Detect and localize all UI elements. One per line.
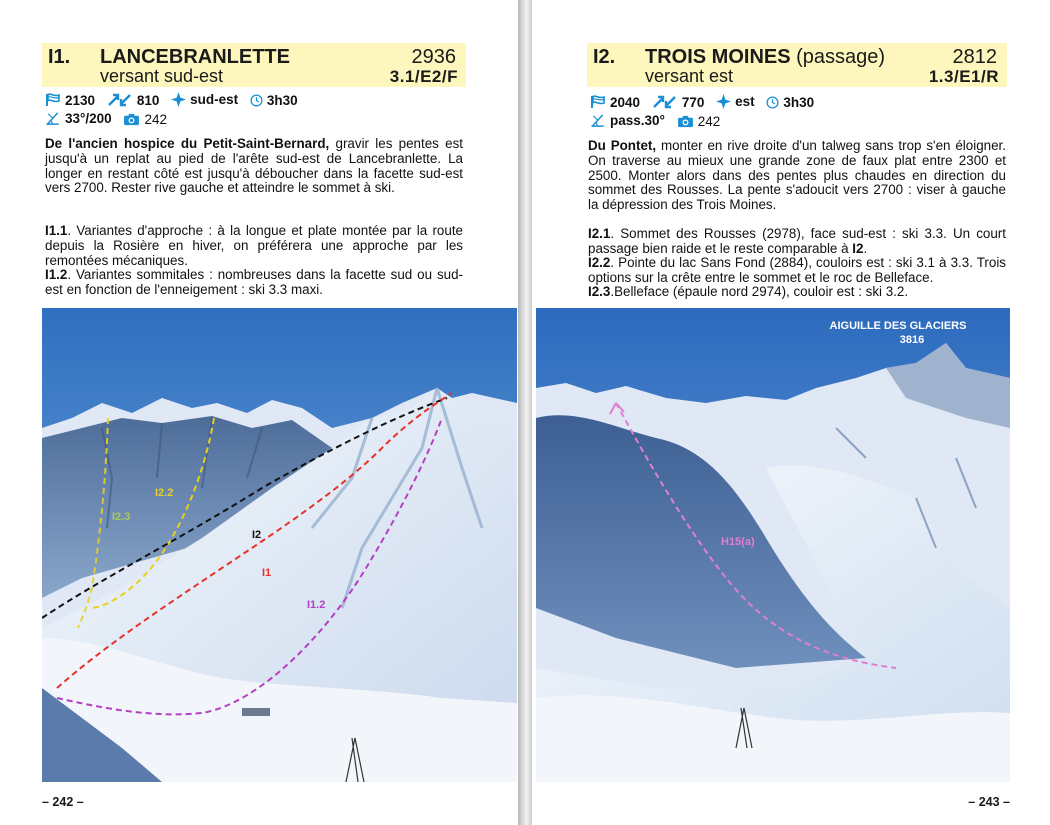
route-photo-lancebranlette	[42, 308, 517, 782]
variant-i2-3	[588, 285, 1006, 300]
variant-i2-1	[588, 227, 1006, 257]
slope-icon	[590, 113, 606, 128]
compass-star-icon	[171, 92, 186, 107]
route-aspect-subtitle: versant est	[645, 66, 734, 86]
duration: 3h30	[266, 93, 298, 108]
variant-text: . Sommet des Rousses (2978), face sud-est : ski 3.3. Un court passage bien raide et le reste comparable à	[588, 226, 1006, 256]
route-aspect-subtitle: versant sud-est	[100, 66, 224, 86]
description-body: gravir les pentes est jusqu'à un replat au pied de l'arête sud-est de Lancebranlette. La longer en restant côté est jusqu'à déboucher dans la facette sud-est vers 2700. Rester rive gauche et atteindre le sommet à ski.	[45, 136, 463, 196]
duration: 3h30	[783, 95, 815, 110]
route-meta-row-2	[590, 113, 728, 131]
route-meta-row-1	[45, 92, 306, 110]
label-i1-2: I1.2	[307, 599, 326, 611]
ascent-arrows-icon	[107, 93, 133, 107]
start-point: De l'ancien hospice du Petit-Saint-Bernard,	[45, 136, 330, 151]
book-gutter	[518, 0, 532, 825]
camera-icon	[123, 113, 140, 126]
slope-angle: pass.30°	[610, 113, 665, 128]
photo-page-ref: 242	[144, 112, 167, 127]
route-description	[45, 137, 463, 196]
route-title: LANCEBRANLETTE	[100, 46, 290, 68]
slope-icon	[45, 111, 61, 126]
variant-i1-2	[45, 268, 463, 298]
route-number: I1.	[48, 46, 71, 68]
variant-code: I1.2	[45, 267, 68, 282]
vertical-gain: 810	[136, 92, 160, 108]
variant-code: I2.2	[588, 255, 611, 270]
slope-aspect: est	[735, 94, 755, 109]
summit-altitude: 2936	[411, 46, 456, 68]
slope-aspect: sud-est	[190, 92, 239, 107]
route-number: I2.	[593, 46, 616, 68]
peak-name-label: AIGUILLE DES GLACIERS	[829, 320, 967, 332]
route-grade: 1.3/E1/R	[928, 67, 999, 86]
route-title: TROIS MOINES	[645, 46, 791, 68]
variant-text: . Pointe du lac Sans Fond (2884), couloirs est : ski 3.1 à 3.3. Trois options sur la crête entre le sommet et le roc de Belleface.	[588, 255, 1006, 285]
variant-text: . Variantes d'approche : à la longue et plate montée par la route depuis la Rosière en hiver, on préférera une approche par les remontées mécaniques.	[45, 223, 463, 268]
clock-icon	[766, 96, 779, 109]
mountain-photo	[536, 308, 1010, 782]
route-header-i2	[587, 43, 1007, 87]
variant-i2-2	[588, 256, 1006, 286]
page-242	[0, 0, 518, 825]
route-meta-row-1	[590, 94, 822, 112]
ascent-arrows-icon	[652, 95, 678, 109]
compass-star-icon	[716, 94, 731, 109]
slope-angle: 33°/200	[65, 111, 112, 126]
route-header-i1	[42, 43, 466, 87]
variant-text: . Variantes sommitales : nombreuses dans la facette sud ou sud-est en fonction de l'enneigement : ski 3.3 maxi.	[45, 267, 463, 297]
clock-icon	[250, 94, 263, 107]
mountain-photo	[42, 308, 517, 782]
label-i2-3: I2.3	[112, 511, 131, 523]
start-point: Du Pontet,	[588, 138, 657, 153]
label-i1: I1	[262, 567, 272, 579]
summit-altitude: 2812	[952, 46, 997, 68]
variant-i1-1	[45, 224, 463, 268]
variant-text: .Belleface (épaule nord 2974), couloir est : ski 3.2.	[610, 284, 909, 299]
label-i2-2: I2.2	[155, 487, 174, 499]
variant-text-end: .	[863, 240, 868, 256]
start-altitude: 2130	[65, 92, 96, 108]
camera-icon	[677, 115, 694, 128]
description-body: monter en rive droite d'un talweg sans trop s'en éloigner. On traverse au mieux une grande zone de faux plat entre 2300 et 2500. Monter alors dans des pentes plus chaudes en direction du sommet des Rousses. La pente s'adoucit vers 2700 : viser à gauche la dépression des Trois Moines.	[588, 138, 1006, 213]
flag-icon	[590, 95, 606, 109]
route-description	[588, 139, 1006, 213]
page-number: – 242 –	[42, 795, 84, 809]
vertical-gain: 770	[681, 94, 705, 110]
photo-page-ref: 242	[697, 114, 721, 129]
page-243	[532, 0, 1050, 825]
variant-ref: I2	[852, 240, 864, 256]
peak-altitude-label: 3816	[899, 334, 925, 346]
page-number: – 243 –	[968, 795, 1010, 809]
variant-code: I1.1	[45, 223, 68, 238]
route-photo-trois-moines	[536, 308, 1010, 782]
label-h15a: H15(a)	[721, 536, 755, 548]
variant-code: I2.1	[588, 226, 611, 241]
flag-icon	[45, 93, 61, 107]
route-meta-row-2	[45, 111, 175, 129]
start-altitude: 2040	[610, 94, 641, 110]
variant-code: I2.3	[588, 284, 611, 299]
label-i2: I2	[252, 529, 262, 541]
route-grade: 3.1/E2/F	[389, 67, 458, 86]
route-title-extra: (passage)	[796, 46, 886, 68]
